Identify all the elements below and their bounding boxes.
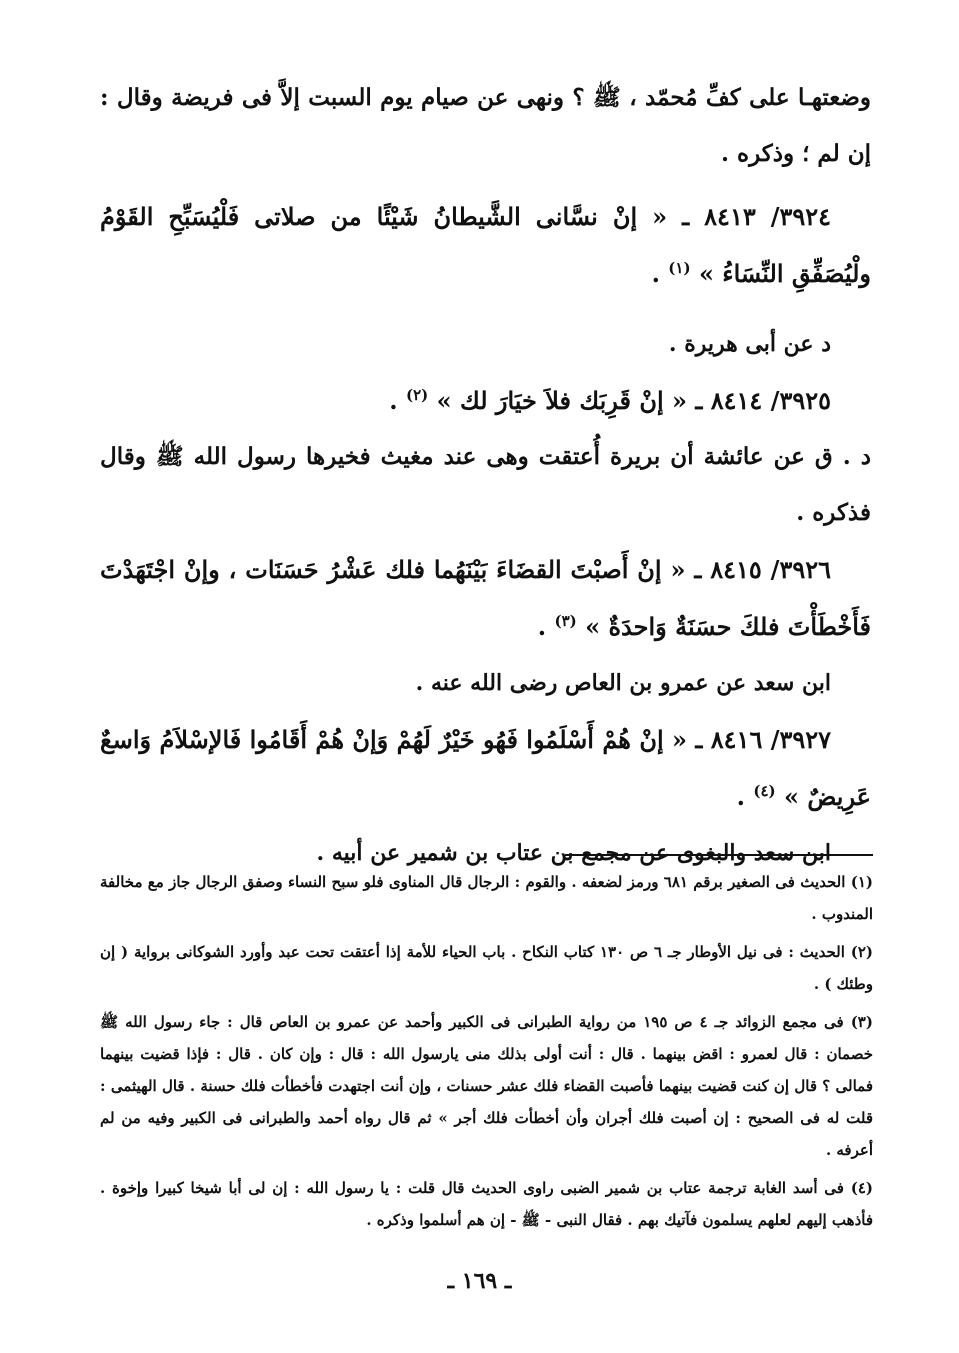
hadith-end: .	[537, 612, 547, 641]
hadith-number: ٣٩٢٧/ ٨٤١٦ ـ	[695, 725, 832, 754]
hadith-source: ابن سعد عن عمرو بن العاص رضى الله عنه .	[415, 670, 831, 696]
intro-paragraph	[100, 70, 871, 182]
hadith-source: د عن أبى هريرة .	[668, 331, 831, 357]
footnote-3: (٣) فى مجمع الزوائد جـ ٤ ص ١٩٥ من رواية الطبرانى فى الكبير وأحمد عن عمرو بن العاص قال : جاء رسول الله ﷺ خصمان : قال لعمرو : اقض بينهما . قال : أنت أولى بذلك منى يارسول الله : قال : وإن كان . قال : فإذا قضيت بينهما فمالى ؟ قال إن كنت قضيت بينهما فأصبت القضاء فلك عشر حسنات ، وإن أنت اجتهدت فأخطأت فلك حسنة . قال الهيثمى : قلت له فى الصحيح : إن أصبت فلك أجران وأن أخطأت فلك أجر » ثم قال رواه أحمد والطبرانى فى الكبير وفيه من لم أعرفه .	[100, 1013, 873, 1159]
footnotes	[100, 866, 873, 1242]
hadith-entry	[100, 188, 871, 302]
hadith-entry	[100, 711, 871, 825]
hadith-source: د . ق عن عائشة أن بريرة أُعتقت وهى عند مغيث فخيرها رسول الله ﷺ وقال فذكره .	[100, 443, 871, 526]
hadith-entry	[100, 541, 871, 655]
intro-text: وضعتهـا على كفِّ مُحمّد ، ﷺ ؟ ونهى عن صيام يوم السبت إلاَّ فى فريضة وقال : إن لم ؛ وذكره .	[100, 84, 871, 167]
hadith-source: ابن سعد والبغوى عن مجمع بن عتاب بن شمير عن أبيه .	[316, 840, 831, 866]
hadith-text: « إنْ نسَّانى الشَّيطانُ شَيْئًا من صلاتى فَلْيُسَبِّحِ القَوْمُ ولْيُصَفِّقِ النِّسَاءُ »	[100, 202, 871, 288]
main-text	[100, 70, 871, 881]
footnote-4: (٤) فى أسد الغابة ترجمة عتاب بن شمير الضبى راوى الحديث قال قلت : يا رسول الله : إن لى أبا شيخا كبيرا وإخوة . فأذهب إليهم لعلهم يسلمون فآتيك بهم . فقال النبى - ﷺ - إن هم أسلموا وذكره .	[100, 1179, 873, 1229]
hadith-end: .	[651, 259, 660, 288]
hadith-entry	[100, 372, 871, 429]
footnote-ref: (٤)	[753, 782, 776, 800]
footnote-divider	[565, 854, 873, 856]
footnote-2: (٢) الحديث : فى نيل الأوطار جـ ٦ ص ١٣٠ كتاب النكاح . باب الحياء للأمة إذا أعتقت تحت عبد وأورد الشوكانى برواية ( إن وطئك ) .	[100, 943, 873, 993]
page-number: ـ ١٦٩ ـ	[447, 1268, 512, 1294]
footnote-ref: (٣)	[554, 612, 577, 630]
hadith-number: ٣٩٢٤/ ٨٤١٣ ـ	[682, 202, 832, 231]
footnote-ref: (١)	[668, 259, 691, 277]
hadith-text: « إنْ أَصبْتَ القضَاءَ بَيْنَهُما فلك عَشْرُ حَسَنَات ، وإنْ اجْتَهَدْتَ فَأَخْطَأْتَ فلكَ حسَنَةٌ وَاحدَةٌ »	[100, 555, 871, 641]
footnote-1: (١) الحديث فى الصغير برقم ٦٨١ ورمز لضعفه . والقوم : الرجال قال المناوى فلو سبح النساء وصفق الرجال جاز مع مخالفة المندوب .	[100, 873, 874, 923]
hadith-end: .	[736, 782, 745, 811]
hadith-text: « إنْ هُمْ أَسْلَمُوا فَهُو خَيْرٌ لَهُمْ وَإنْ هُمْ أَقَامُوا فَالإسْلاَمُ وَاسعٌ عَرِيضٌ »	[100, 725, 871, 811]
hadith-end: .	[389, 386, 398, 415]
hadith-text: « إنْ قَرِبَك فلاَ خيَارَ لك »	[436, 386, 687, 415]
footnote-ref: (٢)	[406, 386, 429, 404]
hadith-number: ٣٩٢٦/ ٨٤١٥ ـ	[694, 555, 831, 584]
hadith-number: ٣٩٢٥/ ٨٤١٤ ـ	[695, 386, 831, 415]
